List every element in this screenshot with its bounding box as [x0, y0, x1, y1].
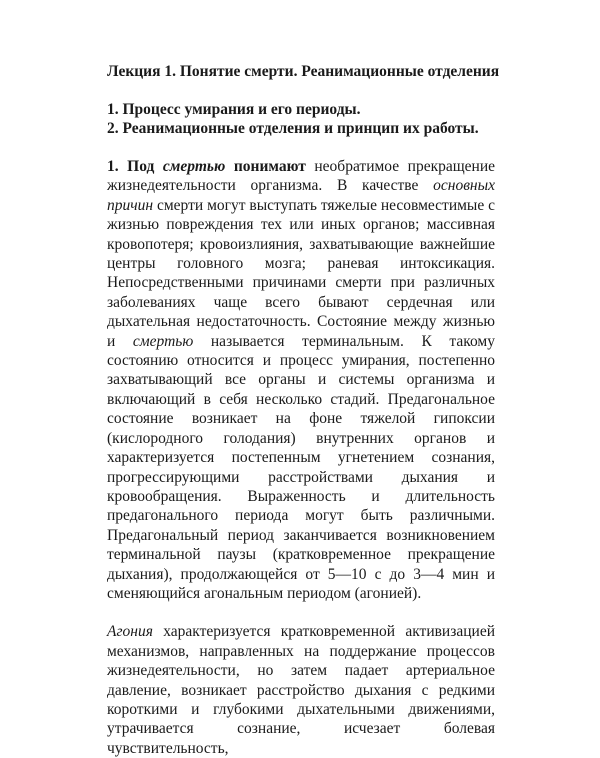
- term-death-bold: смертью: [162, 158, 226, 175]
- paragraph1-text-c: называется терминальным. К такому состоянию относится и процесс умирания, постепенно захватывающий все органы и системы организма и включающий в себя несколько стадий. Предагональное состояние возникает на фоне тяжелой гипоксии (кислородного голодания) внутренних органов и характеризуется постепенным угнетением сознания, прогрессирующими расстройствами дыхания и кровообращения. Выраженность и длительность предагонального периода могут быть различными. Предагональный период заканчивается возникновением терминальной паузы (кратковременное прекращение дыхания), продолжающейся от 5—10 с до 3—4 мин и сменяющийся агональным периодом (агонией).: [107, 332, 495, 602]
- term-agony: Агония: [107, 623, 153, 641]
- paragraph2-text: характеризуется кратковременной активизацией механизмов, направленных на поддержание процессов жизнедеятельности, но затем падает артериальное давление, возникает расстройство дыхания с редкими короткими и глубокими дыхательными движениями, утрачивается сознание, исчезает болевая чувствительность,: [107, 623, 495, 757]
- outline-item-1: 1. Процесс умирания и его периоды.: [107, 101, 361, 118]
- paragraph-death-definition: [107, 157, 495, 603]
- paragraph1-text-a: необратимое прекращение жизнедеятельности организма. В качестве: [107, 158, 496, 195]
- lecture-title: Лекция 1. Понятие смерти. Реанимационные отделения: [107, 63, 500, 80]
- document-page: [107, 62, 500, 758]
- paragraph-agony: [107, 622, 495, 758]
- lecture-outline: [107, 100, 495, 138]
- term-death-italic: смертью: [132, 332, 194, 350]
- outline-item-2: 2. Реанимационные отделения и принцип их работы.: [107, 120, 479, 137]
- paragraph1-lead-verb: понимают: [225, 158, 306, 175]
- term-main-causes: основных причин: [107, 177, 495, 214]
- paragraph1-text-b: смерти могут выступать тяжелые несовместимые с жизнью повреждения тех или иных органов; массивная кровопотеря; кровоизлияния, захватывающие важнейшие центры головного мозга; раневая интоксикация. Непосредственными причинами смерти при различных заболеваниях чаще всего бывают сердечная или дыхательная недостаточность. Состояние между жизнью и: [107, 196, 495, 350]
- paragraph1-lead-number: 1. Под: [107, 158, 163, 175]
